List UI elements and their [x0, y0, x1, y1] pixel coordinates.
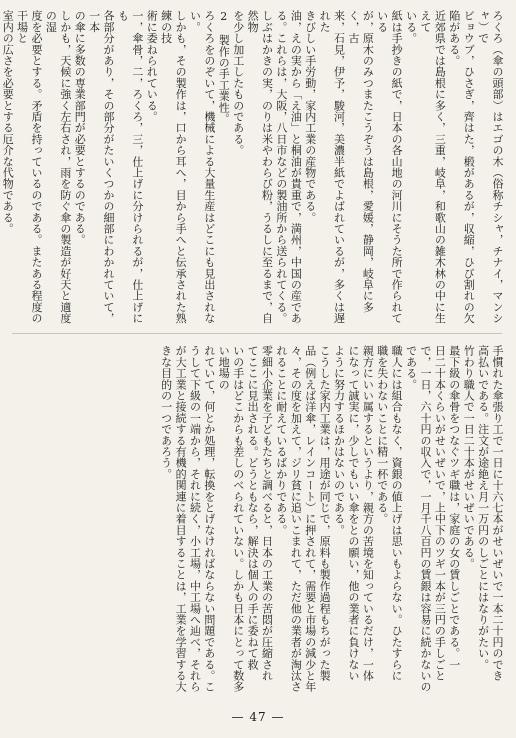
page-number: — 47 —	[231, 710, 285, 724]
tier-divider	[12, 333, 502, 334]
upper-text-block: ろくろ（傘の頭部）はエゴの木（俗称チシャ，チナイ，マンシャ）で ビョウブ，ひさぎ，齊はた，椴があるが，収縮，ひび割れの欠陥がある。 近郊県では島根に多く，三重，岐阜，和歌山の雑木林の中に生えて いる。 紙は手抄きの紙で，日本の各山地の河川にそうた所で作られている が，原木のみつまたこうぞうは島根，愛媛，静岡，岐阜に多く，古 来，石見，伊予，駿河，美濃半紙でよばれているが，多くは遅れた きびしい手労動，家内工業の産物である。 油，えの実から「え油」と桐油が貴重で，満州，中国の産であ る。これらは，大阪，八日市などの製油所から送られてくる。 しぶはかきの実，のりは米やわらび粉，うるしに至るまで，自然物 を少し加工したものである。 2 製作の手工業性。 ろくろをのぞいて，機械による大量生産はどこにも見出されない。 しかも，その製作は，口から耳へ，目から手へと伝承された熟練の技 術に委ねられている。 一，傘骨，二，ろくろ，三，仕上げに分けられるが，仕上げにも 各部分があり，その部分がたいくつかの細部にわかれていて，一本 の傘に多数の専業部門が必要とするのである。 しかも，天候に強く左右され，雨を防ぐ傘の製造が好天と適度の湿 度を必要とする。矛盾を持っているのである。またある程度の干場と 室内の広さを必要とする厄介な代物である。	[1, 10, 504, 324]
lower-text-block: 手慣れた傘張り工で一日に十六七本がせいぜいで一本二十円のでき 高払いである。注文が途絶え月一万円のしごとにはなりがたい。 竹わり職人で一日二十本がせいぜいである。 最下級の傘骨をつなぐツギ職は，家庭の女の賃しごとである。一 日二十本くらいがせいぜいで，上中下のツギ一本が三円の手しごと で，一日，六十円の収入で，一月千八百円の賃銀は容易に続かないの である。 職人には組合もなく，資銀の値上げは思いもよらない。ひたすらに 職を失わないことに精一杯である。 親方にいい属するというより，親方の苦境を知っているだけ，一体 になって誠実に，少しでもいい傘をとの願い，他の業者に負けない ように努力するほかはないのである。 こうした家内工業は，用途が同じで，原料も製作過程もちがった製 品（例えば洋傘，レインコート）に押されて，需要と市場の減少と年 々，その度を加えて，ジリ貧に追いこまれて，ただ他の業者が淘汰さ れることに耐えているばかりである。 零細小企業を子どもたちと調べると，日本の工業の苦悶が圧縮され てここに見出される。どうともなら，解決は個人の手に委ねて救 いの手はどこからも差しのべられていない。しかも日本にとって数多い地場の れていて，何とか処理，転換をとげなければならない問題である。こ うして下級の一端から，それに続く，小工場，中工場へ辿べ，それら が大工業と接続する有機的関連に着目することは，工業を学習する大 きな目的の一つであろう。	[159, 345, 504, 693]
